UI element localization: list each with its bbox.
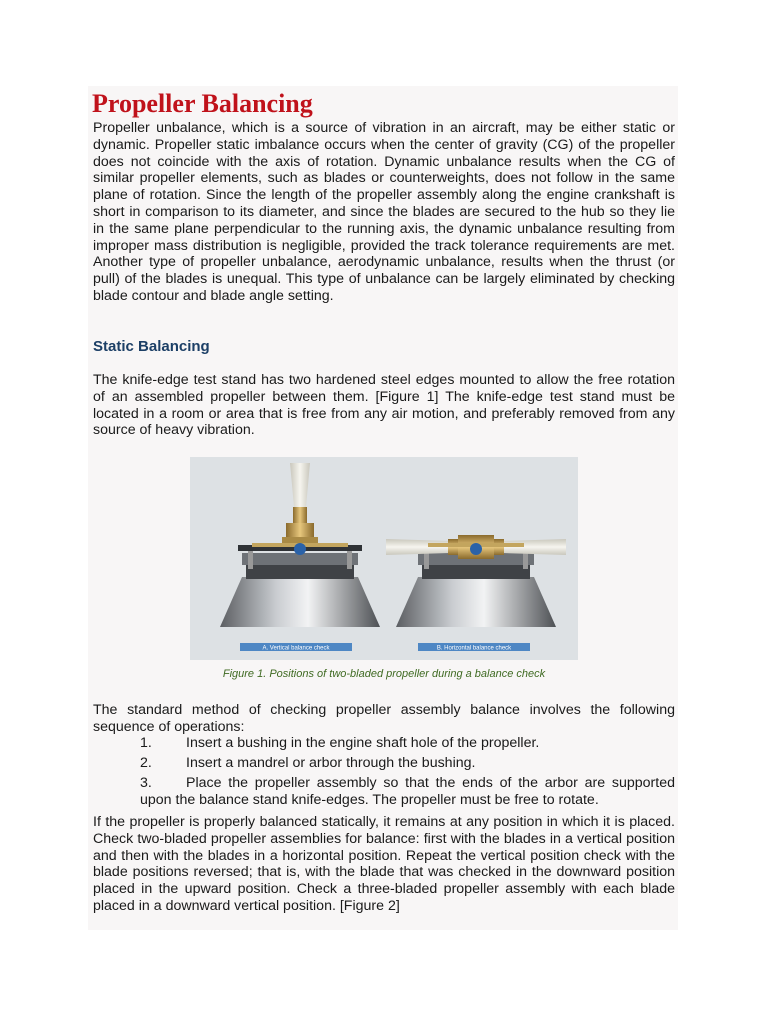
step-text: Place the propeller assembly so that the ends of the arbor are supported upon the balance stand knife-edges. The propeller must be free to rotate. <box>140 775 675 808</box>
balance-check-figure <box>190 457 578 660</box>
figure-caption: Figure 1. Positions of two-bladed propeller during a balance check <box>222 668 546 680</box>
step-number: 3. <box>140 775 152 791</box>
intro-paragraph: Propeller unbalance, which is a source of vibration in an aircraft, may be either static or dynamic. Propeller static imbalance occurs when the center of gravity (CG) of the propeller does not coincide with the axis of rotation. Dynamic unbalance results when the CG of similar propeller elements, such as blades or counterweights, does not follow in the same plane of rotation. Since the length of the propeller assembly along the engine crankshaft is short in comparison to its diameter, and since the blades are secured to the hub so they lie in the same plane perpendicular to the running axis, the dynamic unbalance resulting from improper mass distribution is negligible, provided the track tolerance requirements are met. Another type of propeller unbalance, aerodynamic unbalance, results when the thrust (or pull) of the blades is unequal. This type of unbalance can be largely eliminated by checking blade contour and blade angle setting. <box>93 120 675 304</box>
step-text: Insert a mandrel or arbor through the bushing. <box>186 755 476 771</box>
list-item <box>140 755 675 772</box>
section-heading: Static Balancing <box>93 338 210 355</box>
step-number: 1. <box>140 735 152 751</box>
method-intro-paragraph: The standard method of checking propeller assembly balance involves the following sequence of operations: <box>93 702 675 735</box>
page-title: Propeller Balancing <box>92 89 313 118</box>
list-item <box>140 735 675 752</box>
label-a: A. Vertical balance check <box>262 645 330 652</box>
closing-paragraph: If the propeller is properly balanced statically, it remains at any position in which it is placed. Check two-bladed propeller assemblies for balance: first with the blades in a vertical position and then with the blades in a horizontal position. Repeat the vertical position check with the blade positions reversed; that is, with the blade that was checked in the downward position placed in the upward position. Check a three-bladed propeller assembly with each blade placed in a downward vertical position. [Figure 2] <box>93 814 675 914</box>
steps-list <box>140 735 675 812</box>
step-number: 2. <box>140 755 152 771</box>
step-text: Insert a bushing in the engine shaft hole of the propeller. <box>186 735 540 751</box>
label-b: B. Horizontal balance check <box>436 645 512 652</box>
list-item <box>140 775 675 809</box>
static-balancing-paragraph: The knife-edge test stand has two hardened steel edges mounted to allow the free rotation of an assembled propeller between them. [Figure 1] The knife-edge test stand must be located in a room or area that is free from any air motion, and preferably removed from any source of heavy vibration. <box>93 372 675 439</box>
